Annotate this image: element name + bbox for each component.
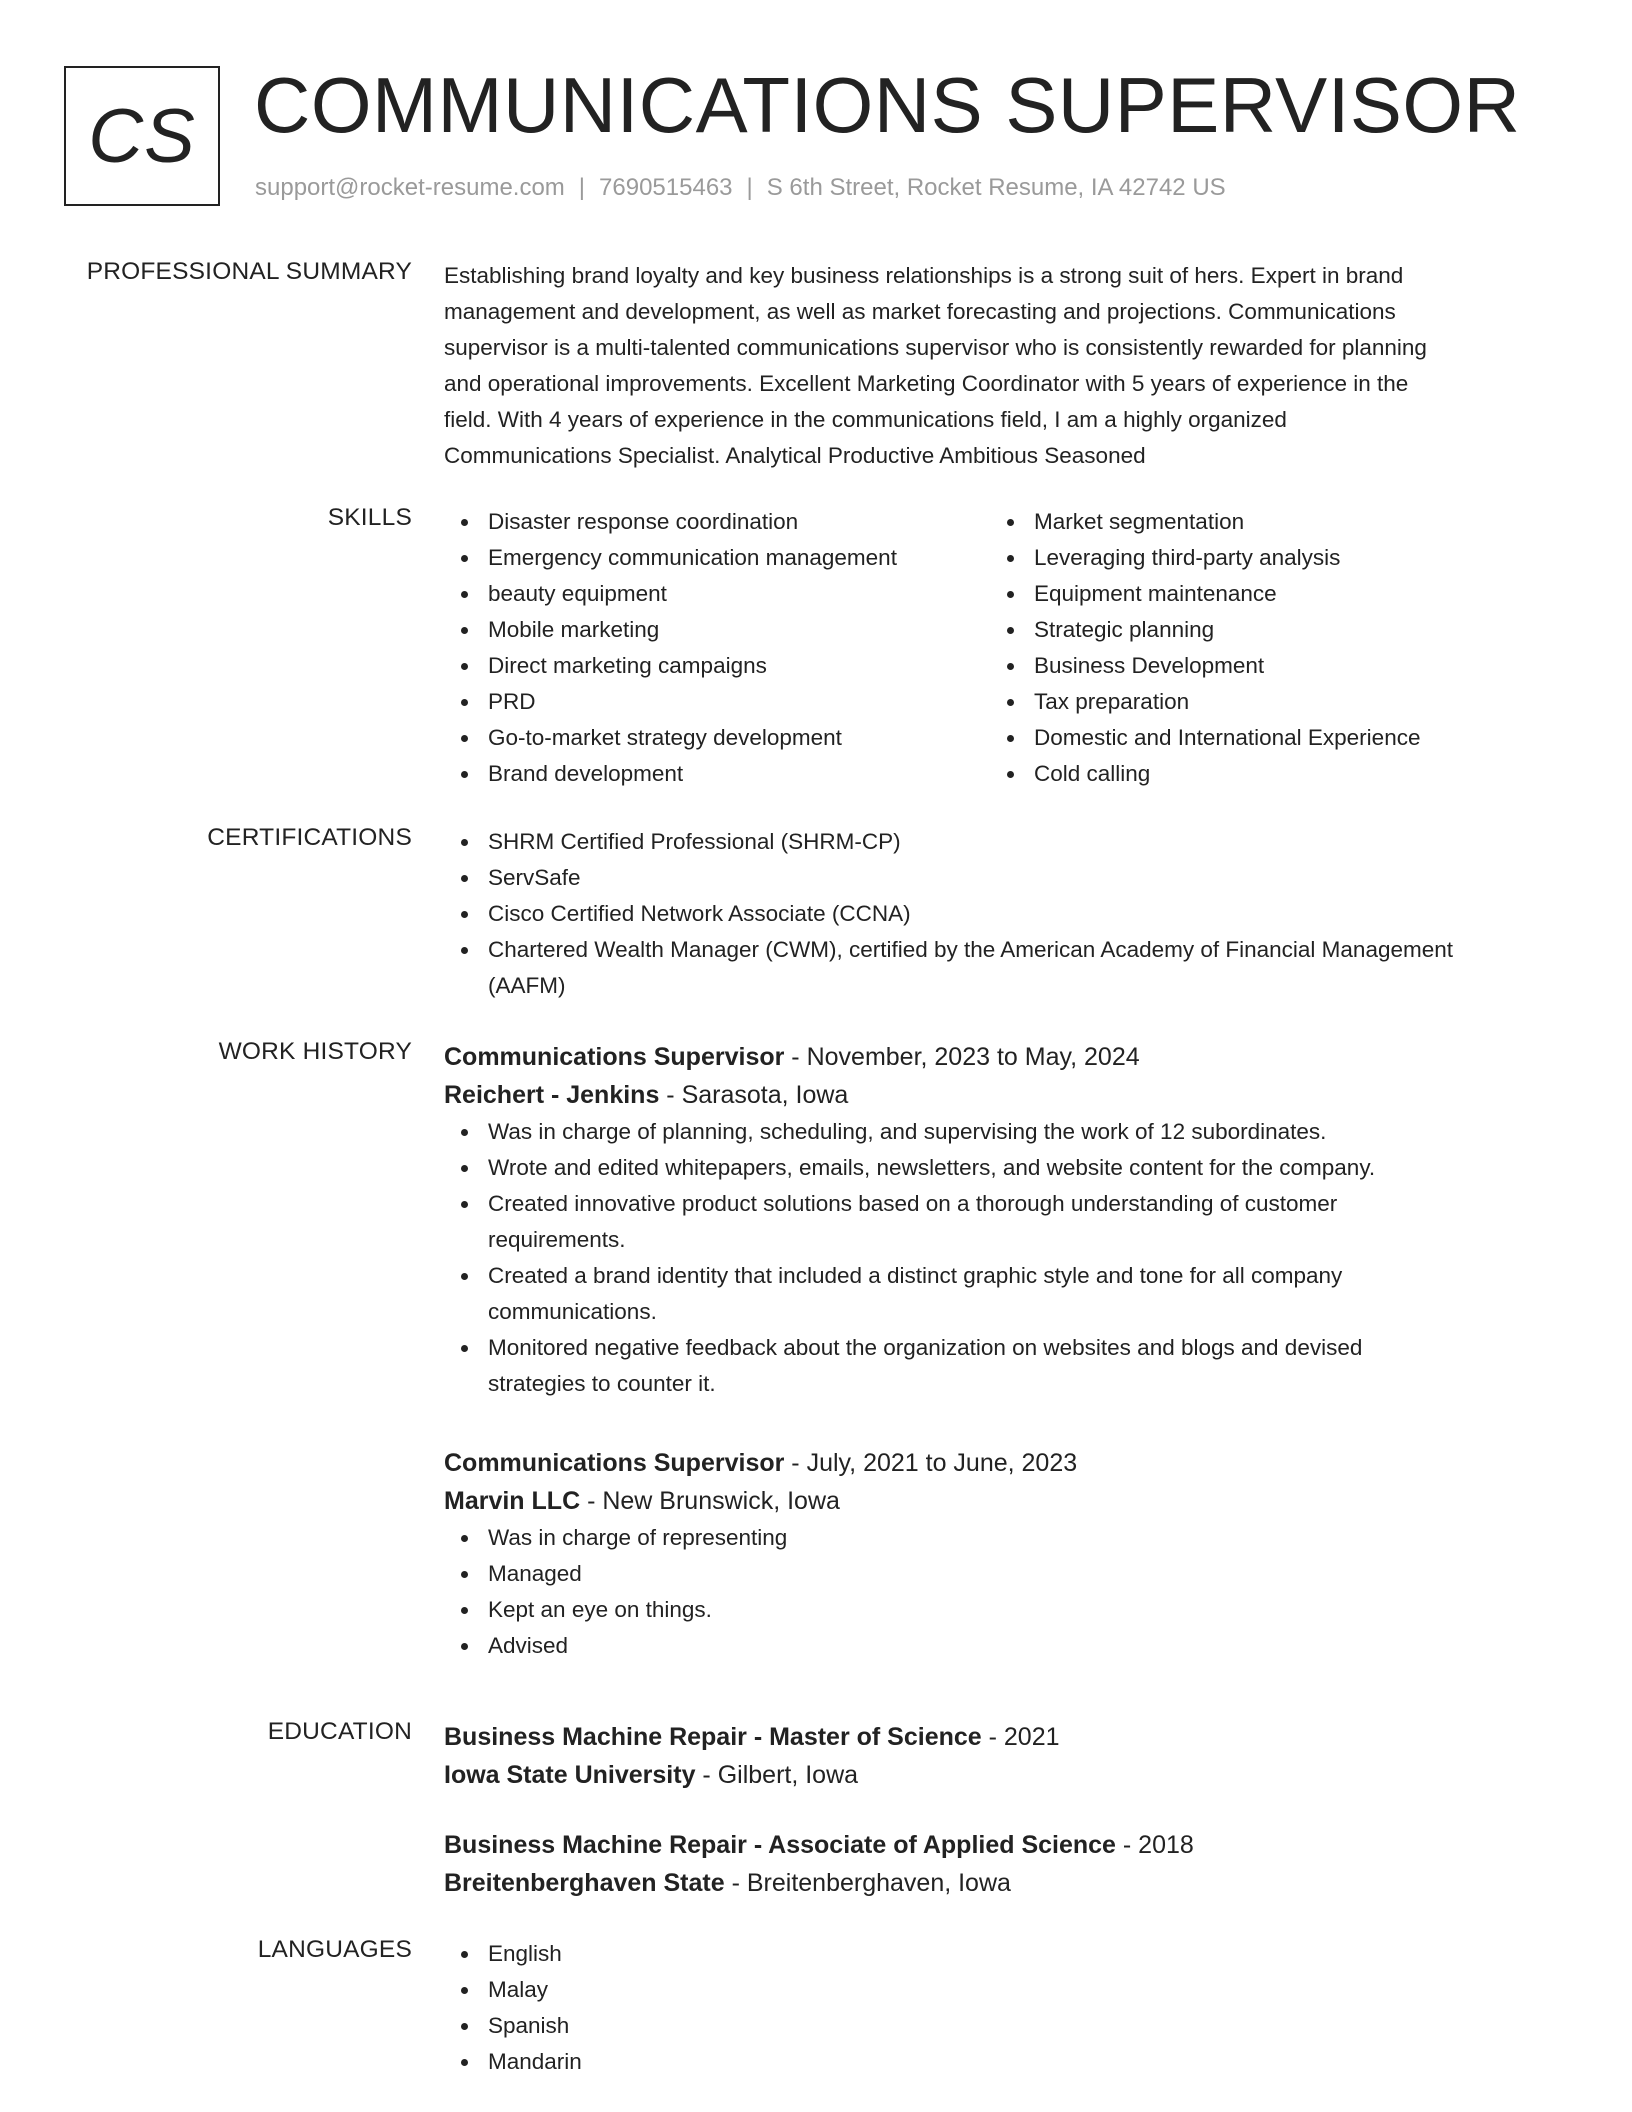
skills-list-left — [444, 504, 990, 792]
job-title-line — [444, 1444, 1564, 1482]
job-title: Communications Supervisor — [444, 1043, 785, 1071]
skill-item: Mobile marketing — [444, 612, 990, 648]
degree-line — [444, 1826, 1564, 1864]
skill-item: Go-to-market strategy development — [444, 720, 990, 756]
language-item: Spanish — [444, 2008, 1564, 2044]
degree-line — [444, 1718, 1564, 1756]
summary-line: and operational improvements. Excellent Marketing Coordinator with 5 years of experience in the — [444, 371, 1409, 396]
degree-year: - 2021 — [981, 1723, 1060, 1751]
skill-item: Tax preparation — [990, 684, 1536, 720]
section-label-summary: PROFESSIONAL SUMMARY — [86, 258, 412, 285]
job-bullet: Monitored negative feedback about the organization on websites and blogs and devised strategies to counter it. — [444, 1330, 1564, 1402]
job-bullet: Was in charge of planning, scheduling, and supervising the work of 12 subordinates. — [444, 1114, 1564, 1150]
skills-grid — [444, 504, 1564, 792]
summary-line: supervisor is a multi-talented communications supervisor who is consistently rewarded for planning — [444, 335, 1427, 360]
job-bullets — [444, 1520, 1564, 1664]
skill-item: Direct marketing campaigns — [444, 648, 990, 684]
job-company-line — [444, 1482, 1564, 1520]
education-entry — [444, 1718, 1564, 1794]
language-item: English — [444, 1936, 1564, 1972]
skill-item: Market segmentation — [990, 504, 1536, 540]
language-item: Mandarin — [444, 2044, 1564, 2080]
job-bullet: Was in charge of representing — [444, 1520, 1564, 1556]
certification-item: Chartered Wealth Manager (CWM), certified by the American Academy of Financial Management (AAFM) — [444, 932, 1564, 1004]
contact-address: S 6th Street, Rocket Resume, IA 42742 US — [766, 174, 1226, 201]
school-line — [444, 1864, 1564, 1902]
job-bullet: Wrote and edited whitepapers, emails, newsletters, and website content for the company. — [444, 1150, 1564, 1186]
education-entry — [444, 1826, 1564, 1902]
job-location: - Sarasota, Iowa — [659, 1081, 849, 1109]
section-label-skills: SKILLS — [327, 504, 412, 531]
skill-item: Leveraging third-party analysis — [990, 540, 1536, 576]
contact-separator: | — [578, 174, 586, 201]
language-item: Malay — [444, 1972, 1564, 2008]
skill-item: beauty equipment — [444, 576, 990, 612]
summary-line: field. With 4 years of experience in the communications field, I am a highly organized — [444, 407, 1287, 432]
languages-list — [444, 1936, 1564, 2080]
certification-item: ServSafe — [444, 860, 1564, 896]
resume-header — [64, 61, 1564, 216]
certifications-list — [444, 824, 1564, 1004]
skill-item: Equipment maintenance — [990, 576, 1536, 612]
skill-item: Strategic planning — [990, 612, 1536, 648]
contact-separator: | — [746, 174, 753, 201]
job-company: Reichert - Jenkins — [444, 1081, 660, 1109]
skill-item: PRD — [444, 684, 990, 720]
job-company-line — [444, 1076, 1564, 1114]
skill-item: Emergency communication management — [444, 540, 990, 576]
certifications-body — [444, 824, 1564, 1004]
section-label-work: WORK HISTORY — [218, 1038, 412, 1065]
skill-item: Disaster response coordination — [444, 504, 990, 540]
school-name: Breitenberghaven State — [444, 1869, 725, 1897]
skill-item: Cold calling — [990, 756, 1536, 792]
contact-line — [255, 174, 1226, 202]
section-label-education: EDUCATION — [267, 1718, 412, 1745]
job-dates: - November, 2023 to May, 2024 — [784, 1043, 1140, 1071]
degree-year: - 2018 — [1115, 1831, 1194, 1859]
languages-body — [444, 1936, 1564, 2080]
skill-item: Business Development — [990, 648, 1536, 684]
job-bullet: Kept an eye on things. — [444, 1592, 1564, 1628]
job-title: Communications Supervisor — [444, 1449, 785, 1477]
school-location: - Breitenberghaven, Iowa — [724, 1869, 1011, 1897]
job-bullet: Created a brand identity that included a distinct graphic style and tone for all company communications. — [444, 1258, 1564, 1330]
section-label-languages: LANGUAGES — [257, 1936, 412, 1963]
section-label-certifications: CERTIFICATIONS — [207, 824, 412, 851]
school-line — [444, 1756, 1564, 1794]
skill-item: Domestic and International Experience — [990, 720, 1536, 756]
school-location: - Gilbert, Iowa — [695, 1761, 859, 1789]
contact-email[interactable]: support@rocket-resume.com — [255, 174, 565, 201]
job-company: Marvin LLC — [444, 1487, 581, 1515]
summary-text — [444, 258, 1564, 474]
job-location: - New Brunswick, Iowa — [580, 1487, 840, 1515]
skills-list-right — [990, 504, 1536, 792]
job-dates: - July, 2021 to June, 2023 — [784, 1449, 1078, 1477]
skill-item: Brand development — [444, 756, 990, 792]
school-name: Iowa State University — [444, 1761, 696, 1789]
summary-line: Communications Specialist. Analytical Productive Ambitious Seasoned — [444, 443, 1146, 468]
certification-item: Cisco Certified Network Associate (CCNA) — [444, 896, 1564, 932]
job-bullet: Advised — [444, 1628, 1564, 1664]
monogram-badge: CS — [64, 66, 220, 206]
job-entry — [444, 1444, 1564, 1664]
summary-line: Establishing brand loyalty and key business relationships is a strong suit of hers. Expert in brand — [444, 263, 1404, 288]
job-bullet: Created innovative product solutions based on a thorough understanding of customer requirements. — [444, 1186, 1564, 1258]
job-entry — [444, 1038, 1564, 1402]
degree-name: Business Machine Repair - Associate of Applied Science — [444, 1831, 1116, 1859]
contact-phone[interactable]: 7690515463 — [599, 174, 733, 201]
job-bullet: Managed — [444, 1556, 1564, 1592]
certification-item: SHRM Certified Professional (SHRM-CP) — [444, 824, 1564, 860]
degree-name: Business Machine Repair - Master of Science — [444, 1723, 982, 1751]
summary-line: management and development, as well as market forecasting and projections. Communications — [444, 299, 1396, 324]
page-title: COMMUNICATIONS SUPERVISOR — [254, 61, 1521, 149]
job-title-line — [444, 1038, 1564, 1076]
job-bullets — [444, 1114, 1564, 1402]
